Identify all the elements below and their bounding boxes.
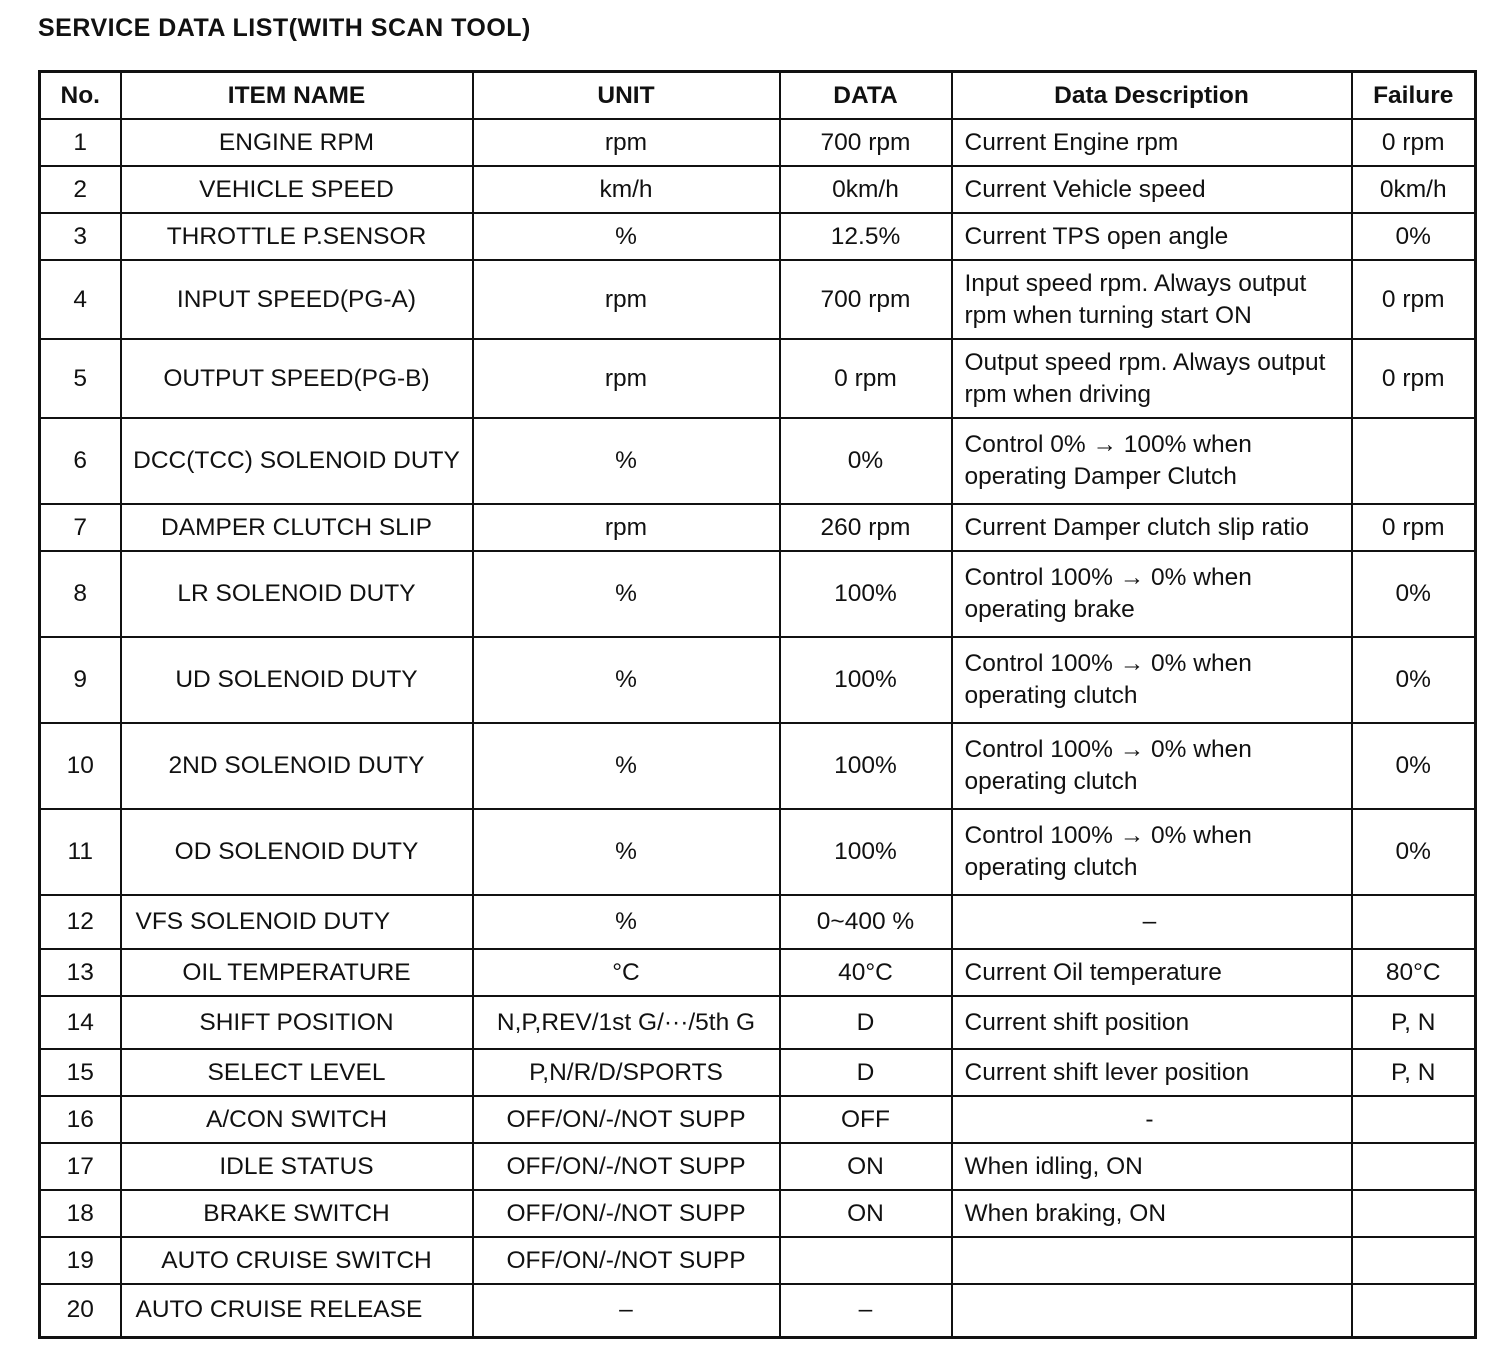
table-row xyxy=(40,1096,1476,1143)
column-header-description: Data Description xyxy=(952,72,1352,120)
table-row xyxy=(40,1190,1476,1237)
cell-unit: rpm xyxy=(473,504,780,551)
cell-data xyxy=(780,1237,952,1284)
cell-item-name: IDLE STATUS xyxy=(121,1143,473,1190)
cell-unit: OFF/ON/-/NOT SUPP xyxy=(473,1190,780,1237)
cell-failure: 0% xyxy=(1352,723,1476,809)
cell-description: Current TPS open angle xyxy=(952,213,1352,260)
cell-data: ON xyxy=(780,1143,952,1190)
cell-item-name: INPUT SPEED(PG-A) xyxy=(121,260,473,339)
cell-no: 1 xyxy=(40,119,121,166)
table-row xyxy=(40,504,1476,551)
cell-no: 10 xyxy=(40,723,121,809)
cell-description: Current Engine rpm xyxy=(952,119,1352,166)
cell-failure: 0% xyxy=(1352,213,1476,260)
cell-failure: 0 rpm xyxy=(1352,119,1476,166)
cell-item-name: SELECT LEVEL xyxy=(121,1049,473,1096)
cell-unit: % xyxy=(473,213,780,260)
cell-no: 16 xyxy=(40,1096,121,1143)
cell-item-name: AUTO CRUISE RELEASE xyxy=(121,1284,473,1337)
cell-unit: °C xyxy=(473,949,780,996)
cell-unit: OFF/ON/-/NOT SUPP xyxy=(473,1096,780,1143)
cell-failure: 0 rpm xyxy=(1352,339,1476,418)
cell-data: 12.5% xyxy=(780,213,952,260)
cell-item-name: LR SOLENOID DUTY xyxy=(121,551,473,637)
cell-failure: 80°C xyxy=(1352,949,1476,996)
cell-failure: P, N xyxy=(1352,1049,1476,1096)
table-row xyxy=(40,1237,1476,1284)
cell-no: 19 xyxy=(40,1237,121,1284)
cell-data: OFF xyxy=(780,1096,952,1143)
cell-item-name: UD SOLENOID DUTY xyxy=(121,637,473,723)
cell-data: 0% xyxy=(780,418,952,504)
cell-description: Control 100% → 0% when operating clutch xyxy=(952,809,1352,895)
service-data-table xyxy=(38,70,1477,1339)
cell-description: Control 0% → 100% when operating Damper Clutch xyxy=(952,418,1352,504)
cell-no: 3 xyxy=(40,213,121,260)
table-row xyxy=(40,996,1476,1049)
table-row xyxy=(40,809,1476,895)
cell-description: When braking, ON xyxy=(952,1190,1352,1237)
table-row xyxy=(40,637,1476,723)
cell-data: 0km/h xyxy=(780,166,952,213)
cell-data: 700 rpm xyxy=(780,119,952,166)
cell-no: 4 xyxy=(40,260,121,339)
cell-unit: % xyxy=(473,551,780,637)
cell-no: 9 xyxy=(40,637,121,723)
table-row xyxy=(40,1049,1476,1096)
cell-unit: OFF/ON/-/NOT SUPP xyxy=(473,1143,780,1190)
cell-item-name: AUTO CRUISE SWITCH xyxy=(121,1237,473,1284)
cell-data: 40°C xyxy=(780,949,952,996)
cell-no: 12 xyxy=(40,895,121,949)
cell-description: Current Vehicle speed xyxy=(952,166,1352,213)
cell-unit: rpm xyxy=(473,119,780,166)
cell-failure xyxy=(1352,1096,1476,1143)
cell-description: Current shift position xyxy=(952,996,1352,1049)
cell-data: D xyxy=(780,996,952,1049)
cell-item-name: 2ND SOLENOID DUTY xyxy=(121,723,473,809)
cell-no: 20 xyxy=(40,1284,121,1337)
table-header-row xyxy=(40,72,1476,120)
cell-no: 6 xyxy=(40,418,121,504)
cell-description: Current Oil temperature xyxy=(952,949,1352,996)
cell-failure: 0km/h xyxy=(1352,166,1476,213)
cell-item-name: A/CON SWITCH xyxy=(121,1096,473,1143)
table-row xyxy=(40,551,1476,637)
cell-item-name: OIL TEMPERATURE xyxy=(121,949,473,996)
cell-unit: rpm xyxy=(473,260,780,339)
cell-no: 17 xyxy=(40,1143,121,1190)
cell-description: Output speed rpm. Always output rpm when driving xyxy=(952,339,1352,418)
table-row xyxy=(40,949,1476,996)
cell-item-name: BRAKE SWITCH xyxy=(121,1190,473,1237)
cell-description: When idling, ON xyxy=(952,1143,1352,1190)
cell-failure: 0% xyxy=(1352,637,1476,723)
cell-data: 700 rpm xyxy=(780,260,952,339)
cell-item-name: VFS SOLENOID DUTY xyxy=(121,895,473,949)
cell-unit: % xyxy=(473,723,780,809)
cell-data: 0 rpm xyxy=(780,339,952,418)
table-row xyxy=(40,418,1476,504)
cell-description: Control 100% → 0% when operating brake xyxy=(952,551,1352,637)
cell-failure: 0% xyxy=(1352,809,1476,895)
cell-failure xyxy=(1352,1190,1476,1237)
table-row xyxy=(40,895,1476,949)
cell-data: 260 rpm xyxy=(780,504,952,551)
cell-unit: km/h xyxy=(473,166,780,213)
table-body xyxy=(40,119,1476,1337)
table-row xyxy=(40,260,1476,339)
cell-description: - xyxy=(952,1096,1352,1143)
cell-item-name: OUTPUT SPEED(PG-B) xyxy=(121,339,473,418)
cell-failure: 0 rpm xyxy=(1352,504,1476,551)
table-row xyxy=(40,1143,1476,1190)
column-header-no: No. xyxy=(40,72,121,120)
cell-failure xyxy=(1352,1237,1476,1284)
cell-no: 7 xyxy=(40,504,121,551)
cell-data: – xyxy=(780,1284,952,1337)
cell-description: Input speed rpm. Always output rpm when turning start ON xyxy=(952,260,1352,339)
cell-item-name: DCC(TCC) SOLENOID DUTY xyxy=(121,418,473,504)
table-row xyxy=(40,1284,1476,1337)
cell-no: 2 xyxy=(40,166,121,213)
cell-no: 15 xyxy=(40,1049,121,1096)
cell-failure xyxy=(1352,1284,1476,1337)
cell-failure xyxy=(1352,895,1476,949)
table-row xyxy=(40,339,1476,418)
cell-item-name: OD SOLENOID DUTY xyxy=(121,809,473,895)
cell-description: Control 100% → 0% when operating clutch xyxy=(952,637,1352,723)
column-header-data: DATA xyxy=(780,72,952,120)
cell-data: 100% xyxy=(780,551,952,637)
cell-no: 8 xyxy=(40,551,121,637)
cell-failure: 0% xyxy=(1352,551,1476,637)
cell-no: 13 xyxy=(40,949,121,996)
cell-failure: P, N xyxy=(1352,996,1476,1049)
cell-item-name: THROTTLE P.SENSOR xyxy=(121,213,473,260)
cell-description: Current shift lever position xyxy=(952,1049,1352,1096)
cell-data: 100% xyxy=(780,637,952,723)
cell-item-name: VEHICLE SPEED xyxy=(121,166,473,213)
column-header-failure: Failure xyxy=(1352,72,1476,120)
cell-item-name: SHIFT POSITION xyxy=(121,996,473,1049)
column-header-unit: UNIT xyxy=(473,72,780,120)
table-row xyxy=(40,723,1476,809)
cell-data: 100% xyxy=(780,809,952,895)
cell-unit: – xyxy=(473,1284,780,1337)
cell-data: 0~400 % xyxy=(780,895,952,949)
cell-item-name: DAMPER CLUTCH SLIP xyxy=(121,504,473,551)
cell-unit: % xyxy=(473,895,780,949)
cell-data: D xyxy=(780,1049,952,1096)
cell-no: 14 xyxy=(40,996,121,1049)
cell-no: 11 xyxy=(40,809,121,895)
cell-unit: % xyxy=(473,418,780,504)
cell-unit: % xyxy=(473,809,780,895)
table-row xyxy=(40,119,1476,166)
cell-data: ON xyxy=(780,1190,952,1237)
cell-unit: % xyxy=(473,637,780,723)
cell-unit: OFF/ON/-/NOT SUPP xyxy=(473,1237,780,1284)
cell-description: – xyxy=(952,895,1352,949)
cell-no: 18 xyxy=(40,1190,121,1237)
cell-description: Control 100% → 0% when operating clutch xyxy=(952,723,1352,809)
page-title: SERVICE DATA LIST(WITH SCAN TOOL) xyxy=(38,14,531,42)
cell-unit: rpm xyxy=(473,339,780,418)
cell-description xyxy=(952,1284,1352,1337)
cell-item-name: ENGINE RPM xyxy=(121,119,473,166)
table-row xyxy=(40,166,1476,213)
cell-failure: 0 rpm xyxy=(1352,260,1476,339)
table-row xyxy=(40,213,1476,260)
cell-no: 5 xyxy=(40,339,121,418)
cell-unit: N,P,REV/1st G/···/5th G xyxy=(473,996,780,1049)
cell-data: 100% xyxy=(780,723,952,809)
column-header-item-name: ITEM NAME xyxy=(121,72,473,120)
cell-failure xyxy=(1352,1143,1476,1190)
cell-unit: P,N/R/D/SPORTS xyxy=(473,1049,780,1096)
cell-failure xyxy=(1352,418,1476,504)
cell-description: Current Damper clutch slip ratio xyxy=(952,504,1352,551)
cell-description xyxy=(952,1237,1352,1284)
